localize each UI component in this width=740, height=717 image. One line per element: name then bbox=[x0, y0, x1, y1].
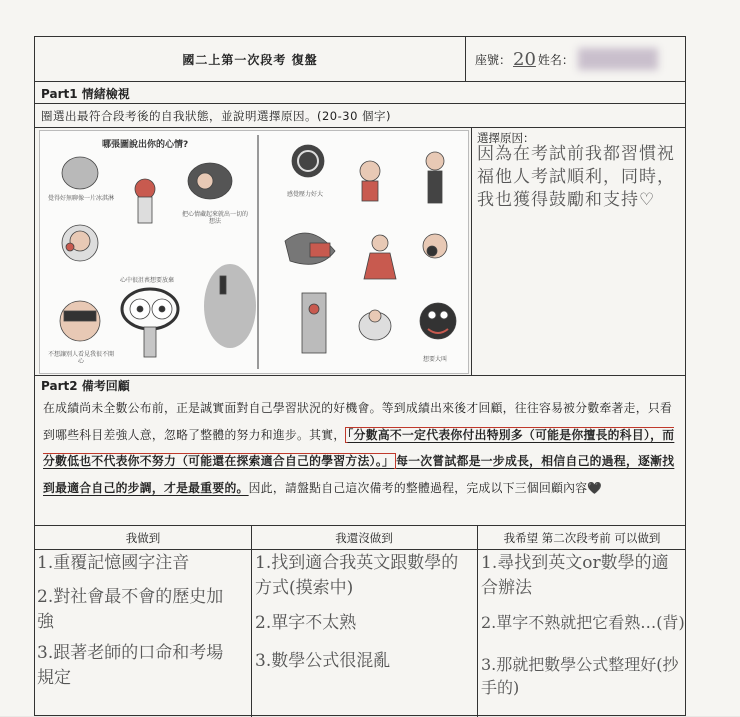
hope-item: 3.那就把數學公式整理好(抄手的) bbox=[481, 655, 679, 698]
caption: 不想讓別人看見我很不開心 bbox=[47, 351, 114, 366]
part2-text-1: 在成績尚未全數公布前，正是誠實面對自己學習狀況的好機會。等到成績出來後才回顧，往往容易被分數牽著走，只看到哪些科目差強人意，忽略了整體的努力和進步。其實， bbox=[43, 401, 673, 442]
part2-text-2: 每一次嘗試都是一步成長，相信自己的過程，逐漸找到最適合自己的步調，才是最重要的。 bbox=[43, 454, 675, 495]
divider bbox=[35, 103, 685, 104]
part1-instruction: 圈選出最符合段考後的自我狀態，並說明選擇原因。(20-30 個字) bbox=[41, 109, 392, 123]
divider bbox=[35, 375, 685, 376]
reason-label: 選擇原因： bbox=[477, 131, 535, 145]
caption: 覺得好無聊像一片冰淇淋 bbox=[47, 195, 114, 202]
seat-label: 座號： bbox=[475, 52, 512, 67]
hope-item: 1.尋找到英文or數學的適合辦法 bbox=[481, 553, 669, 598]
done-item: 1.重覆記憶國字注音 bbox=[37, 553, 190, 573]
part2-text-3: 因此，請盤點自己這次備考的整體過程，完成以下三個回顧內容🖤 bbox=[248, 480, 603, 495]
not-done-item: 2.單字不太熟 bbox=[255, 613, 357, 633]
divider bbox=[35, 549, 685, 550]
review-form bbox=[34, 36, 686, 716]
emotion-image bbox=[39, 130, 469, 374]
done-item: 2.對社會最不會的歷史加強 bbox=[37, 587, 224, 632]
divider bbox=[465, 37, 466, 81]
divider bbox=[35, 525, 685, 526]
seat-name-field bbox=[475, 37, 658, 81]
part2-label: Part2 備考回顧 bbox=[41, 379, 130, 393]
divider bbox=[471, 127, 472, 375]
page-title: 國二上第一次段考 復盤 bbox=[182, 52, 318, 67]
not-done-item: 3.數學公式很混亂 bbox=[255, 651, 391, 671]
col-head-done: 我做到 bbox=[125, 531, 161, 545]
done-item: 3.跟著老師的口命和考場規定 bbox=[37, 643, 224, 688]
caption: 把心情藏起來就出一切的想法 bbox=[181, 211, 248, 226]
name-label: 姓名： bbox=[537, 52, 574, 67]
emotion-illustrations bbox=[40, 131, 468, 373]
seat-value: 20 bbox=[513, 48, 536, 70]
part1-label: Part1 情緒檢視 bbox=[41, 87, 130, 101]
caption: 想要大叫 bbox=[422, 356, 447, 363]
caption: 感覺壓力好大 bbox=[286, 191, 323, 198]
part2-quote: 「分數高不一定代表你付出特別多（可能是你擅長的科目），而分數低也不代表你不努力（可能還在探索適合自己的學習方法）。」 bbox=[43, 427, 675, 468]
image-question: 哪張圖說出你的心情? bbox=[102, 140, 189, 150]
not-done-item: 1.找到適合我英文跟數學的方式(摸索中) bbox=[255, 553, 459, 598]
reason-text: 因為在考試前我都習慣祝福他人考試順利，同時，我也獲得鼓勵和支持♡ bbox=[477, 144, 675, 210]
hope-item: 2.單字不熟就把它看熟…(背) bbox=[481, 613, 685, 632]
caption: 心中很沮喪想要放棄 bbox=[119, 277, 174, 284]
divider bbox=[251, 525, 252, 717]
part2-paragraph bbox=[43, 395, 679, 501]
divider bbox=[35, 127, 685, 128]
redacted-name bbox=[578, 48, 658, 70]
col-head-hope: 我希望 第二次段考前 可以做到 bbox=[503, 531, 661, 545]
divider bbox=[35, 81, 685, 82]
col-head-not-done: 我還沒做到 bbox=[335, 531, 393, 545]
divider bbox=[477, 525, 478, 717]
